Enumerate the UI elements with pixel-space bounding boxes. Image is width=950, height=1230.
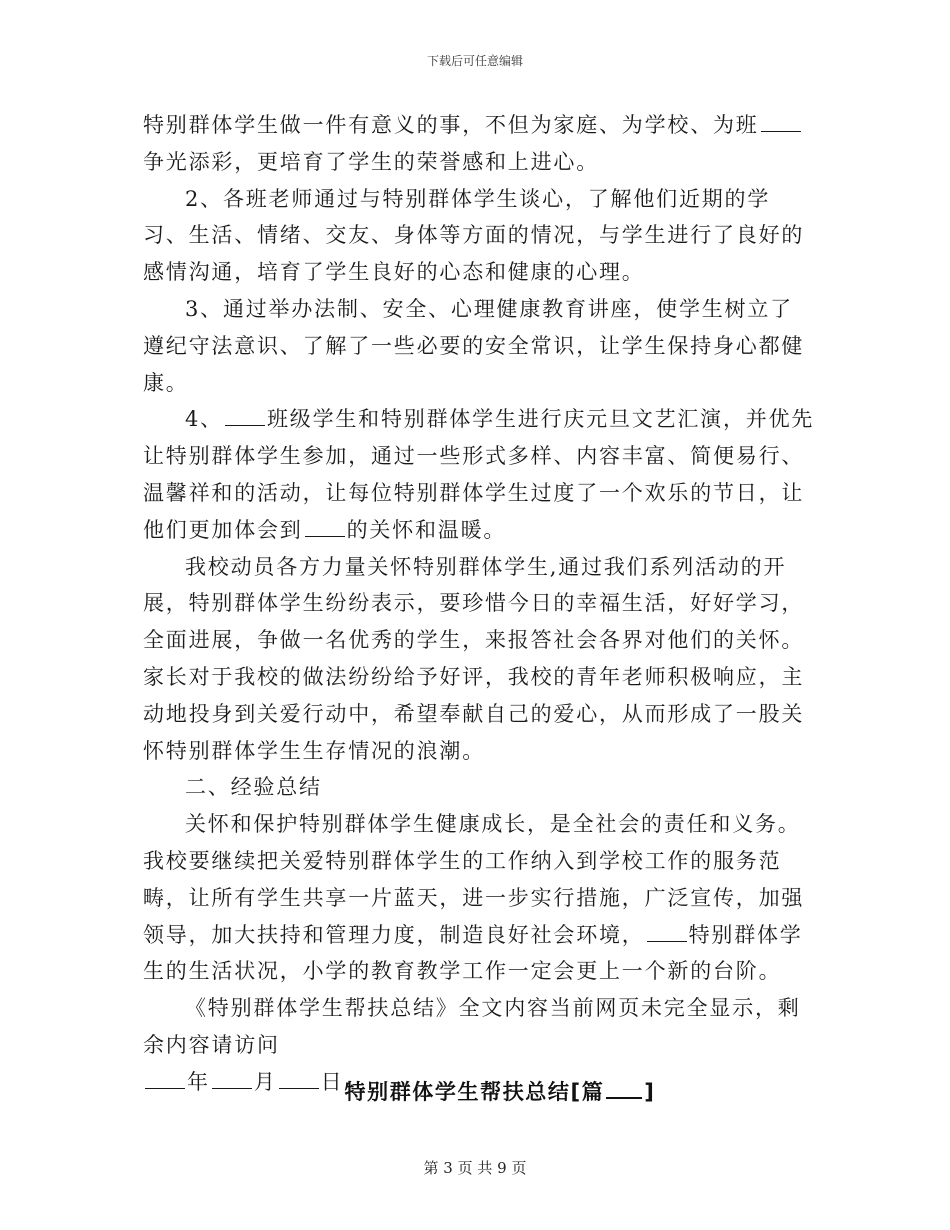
body-text xyxy=(143,107,815,1101)
page-footer: 第 3 页 共 9 页 xyxy=(423,1159,527,1177)
paragraph-1-text-b: 争光添彩，更培育了学生的荣誉感和上进心。 xyxy=(143,149,599,174)
paragraph-6 xyxy=(143,806,815,990)
blank-underline xyxy=(606,1079,642,1099)
blank-underline xyxy=(305,518,345,537)
paragraph-4 xyxy=(143,401,815,548)
section-title xyxy=(0,1076,950,1106)
date-year: 年 xyxy=(187,1069,210,1094)
paragraph-5: 我校动员各方力量关怀特别群体学生,通过我们系列活动的开展，特别群体学生纷纷表示，要珍惜今日的幸福生活，好好学习，全面进展，争做一名优秀的学生，来报答社会各界对他们的关怀。家长对于我校的做法纷纷给予好评，我校的青年老师积极响应，主动地投身到关爱行动中，希望奉献自己的爱心，从而形成了一股关怀特别群体学生生存情况的浪潮。 xyxy=(143,554,805,763)
paragraph-6-text-b: 特别群体学生的生活状况，小学的教育教学工作一定会更上一个新的台阶。 xyxy=(143,922,803,984)
date-day: 日 xyxy=(320,1069,344,1094)
page-header: 下载后可任意编辑 xyxy=(426,54,523,68)
paragraph-7: 《特别群体学生帮扶总结》全文内容当前网页未完全显示，剩余内容请访问 xyxy=(143,996,801,1057)
paragraph-4-text-a: 4、 xyxy=(185,407,223,432)
blank-underline xyxy=(647,923,687,942)
paragraph-1 xyxy=(143,107,815,181)
paragraph-3: 3、通过举办法制、安全、心理健康教育讲座，使学生树立了遵纪守法意识、了解了一些必要的安全常识，让学生保持身心都健康。 xyxy=(143,296,805,395)
paragraph-1-text-a: 特别群体学生做一件有意义的事，不但为家庭、为学校、为班 xyxy=(143,113,759,137)
section-heading: 二、经验总结 xyxy=(185,775,322,800)
blank-underline xyxy=(225,407,265,426)
section-title-close: ] xyxy=(644,1080,656,1104)
blank-underline xyxy=(761,113,801,132)
paragraph-4-text-c: 的关怀和温暖。 xyxy=(346,517,507,542)
paragraph-4-text-b: 班级学生和特别群体学生进行庆元旦文艺汇演，并优先让特别群体学生参加，通过一些形式多样、内容丰富、简便易行、温馨祥和的活动，让每位特别群体学生过度了一个欢乐的节日，让他们更加体会到 xyxy=(143,407,815,542)
paragraph-2: 2、各班老师通过与特别群体学生谈心，了解他们近期的学习、生活、情绪、交友、身体等方面的情况，与学生进行了良好的感情沟通，培育了学生良好的心态和健康的心理。 xyxy=(143,186,805,285)
section-title-text: 特别群体学生帮扶总结[篇 xyxy=(344,1080,605,1104)
date-month: 月 xyxy=(253,1069,277,1094)
paragraph-6-text-a: 关怀和保护特别群体学生健康成长，是全社会的责任和义务。我校要继续把关爱特别群体学生的工作纳入到学校工作的服务范畴，让所有学生共享一片蓝天，进一步实行措施，广泛宣传，加强领导，加大扶持和管理力度，制造良好社会环境， xyxy=(143,812,805,947)
